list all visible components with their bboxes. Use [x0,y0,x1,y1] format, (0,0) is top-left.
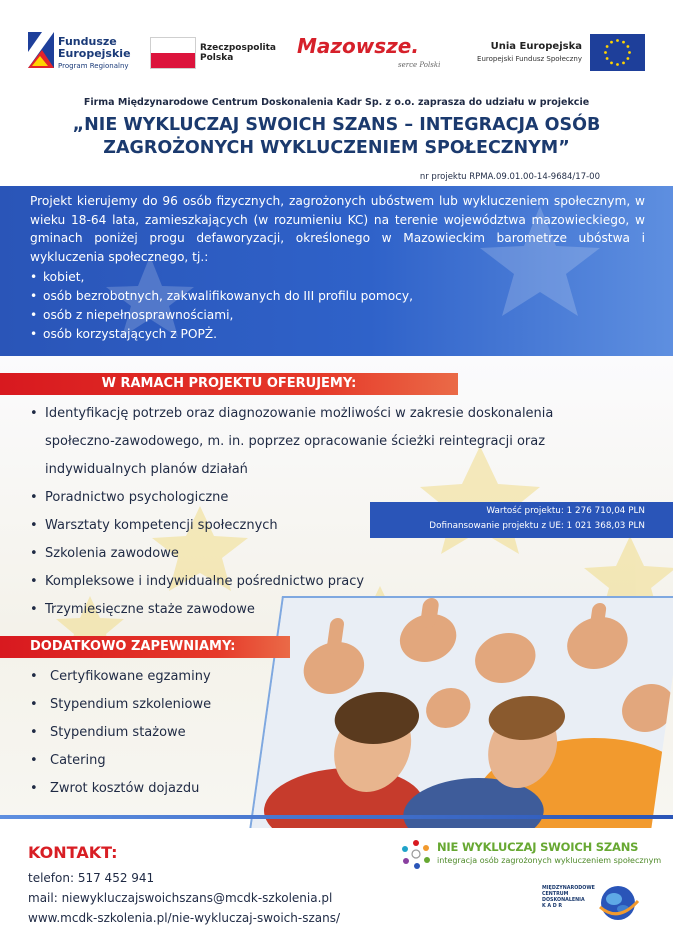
target-groups-list [30,268,590,344]
title-line-1: „NIE WYKLUCZAJ SWOICH SZANS – INTEGRACJA OSÓB [72,115,601,135]
bottom-divider [0,815,673,819]
project-logo-title: NIE WYKLUCZAJ SWOICH SZANS [437,840,639,854]
polish-flag-icon [150,37,196,69]
list-item: • osób korzystających z POPŻ. [30,325,590,344]
list-item: • Kompleksowe i indywidualne pośrednictwo pracy [30,568,630,596]
mcdk-line-1: MIĘDZYNARODOWE [542,886,595,891]
list-item: • Identyfikację potrzeb oraz diagnozowanie możliwości w zakresie doskonalenia społeczno-zawodowego, m. in. poprzez opracowanie ścieżki reintegracji oraz indywidualnych planów działań [30,400,605,484]
mcdk-line-3: DOSKONALENIA [542,898,585,903]
hands-photo [249,596,673,828]
contact-email: mail: niewykluczajswoichszans@mcdk-szkolenia.pl [28,891,333,905]
offer-heading: W RAMACH PROJEKTU OFERUJEMY: [101,376,357,391]
list-item: • Certyfikowane egzaminy [30,663,300,691]
project-number: nr projektu RPMA.09.01.00-14-9684/17-00 [419,172,600,182]
ue-title: Unia Europejska [490,41,582,52]
list-item: • kobiet, [30,268,590,287]
list-item: • Stypendium szkoleniowe [30,691,300,719]
mazowsze-subtitle: serce Polski [398,61,441,69]
people-photo-illustration [251,598,673,828]
fe-title: Fundusze Europejskie [58,35,131,60]
mcdk-line-2: CENTRUM [542,892,569,897]
list-item: • Stypendium stażowe [30,719,300,747]
list-item: • Poradnictwo psychologiczne [30,484,630,512]
list-item: • Catering [30,747,300,775]
list-item: • Zwrot kosztów dojazdu [30,775,300,803]
ue-subtitle: Europejski Fundusz Społeczny [477,55,582,63]
extra-list [30,663,300,803]
contact-phone: telefon: 517 452 941 [28,871,155,885]
page-title [20,114,653,160]
intro-text: Projekt kierujemy do 96 osób fizycznych, zagrożonych ubóstwem lub wykluczeniem społecznym, w wieku 18-64 lata, zamieszkających (w rozumieniu KC) na terenie województwa mazowieckiego, w gminach poniżej progu defaworyzacji, określonego w Mazowieckim barometrze ubóstwa i wykluczenia społecznego, tj.: [30,194,645,264]
list-item: • osób z niepełnosprawnościami, [30,306,590,325]
extra-heading: DODATKOWO ZAPEWNIAMY: [30,639,236,654]
project-logo-subtitle: integracja osób zagrożonych wykluczeniem społecznym [437,856,662,865]
rp-logo-text: Rzeczpospolita Polska [200,43,276,63]
invitation-text: Firma Międzynarodowe Centrum Doskonalenia Kadr Sp. z o.o. zaprasza do udziału w projekcie [83,97,590,108]
list-item: • Szkolenia zawodowe [30,540,630,568]
mcdk-logo-text [542,886,595,910]
list-item: • Trzymiesięczne staże zawodowe [30,596,630,624]
eu-funding-value: Dofinansowanie projektu z UE: 1 021 368,03 PLN [429,521,645,531]
fe-subtitle: Program Regionalny [58,62,129,70]
title-line-2: ZAGROŻONYCH WYKLUCZENIEM SPOŁECZNYM” [103,138,570,158]
contact-website: www.mcdk-szkolenia.pl/nie-wykluczaj-swoich-szans/ [28,911,341,925]
list-item: • Warsztaty kompetencji społecznych [30,512,630,540]
list-item: • osób bezrobotnych, zakwalifikowanych do III profilu pomocy, [30,287,590,306]
fundusze-europejskie-icon [28,32,54,68]
ue-logo-text [462,40,582,66]
fe-logo-text [58,36,138,72]
project-value: Wartość projektu: 1 276 710,04 PLN [486,506,645,516]
mcdk-line-4: K A D R [542,904,563,909]
mazowsze-logo: Mazowsze. [297,34,419,58]
contact-heading: KONTAKT: [28,843,118,862]
people-circle-icon [400,838,432,870]
globe-icon [596,883,640,923]
eu-flag-icon [590,34,645,71]
